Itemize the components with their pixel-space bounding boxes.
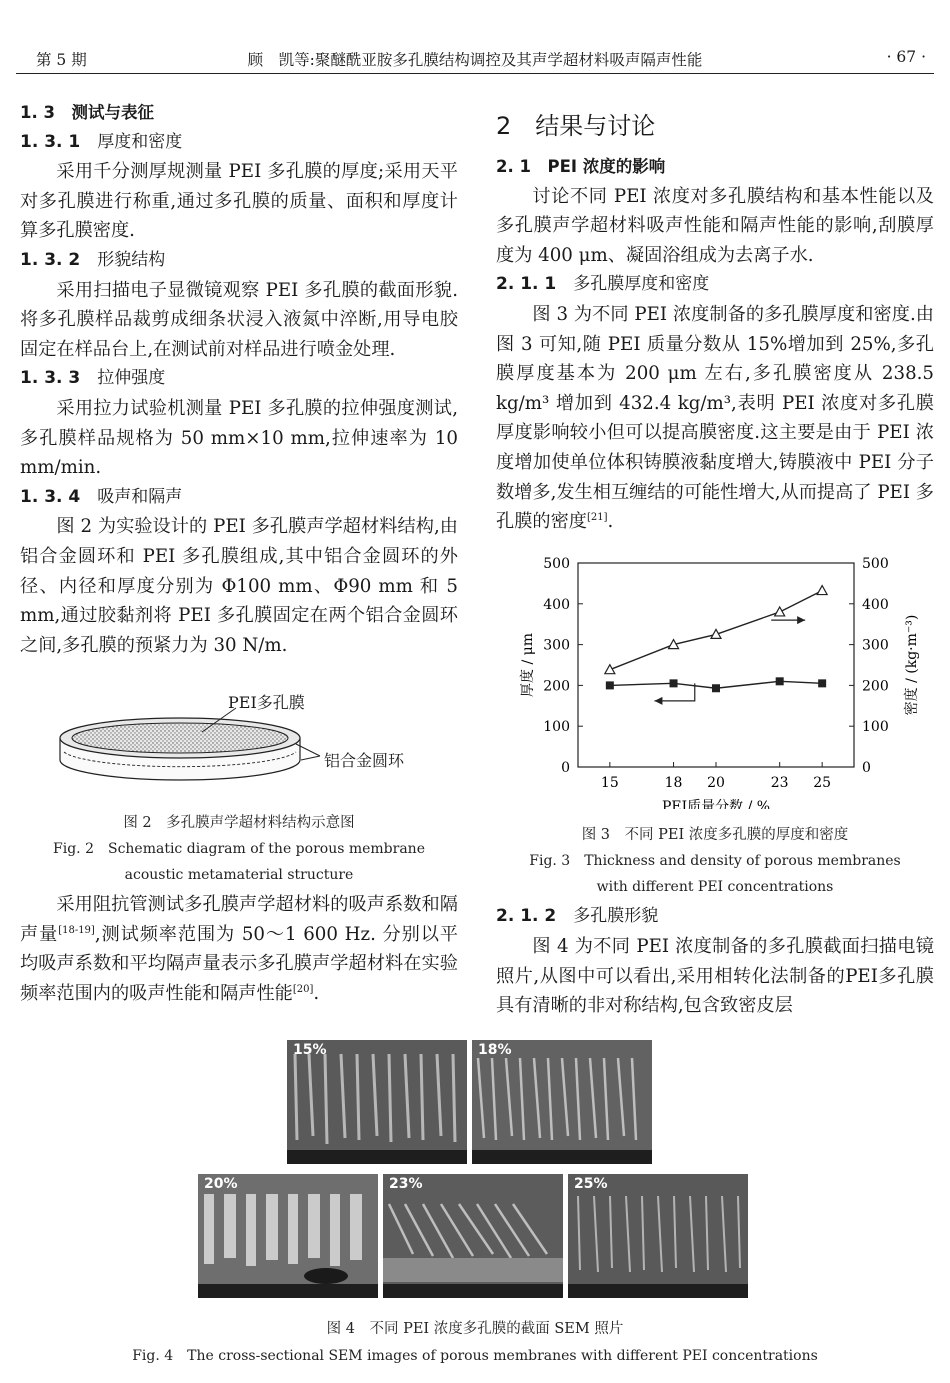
figure-2-caption-en: Fig. 2 Schematic diagram of the porous membrane acoustic metamaterial structure	[53, 841, 425, 884]
figure-4	[0, 1040, 950, 1300]
sem-texture	[472, 1040, 652, 1164]
issue-number: 第 5 期	[36, 51, 87, 69]
sem-info-bar	[198, 1284, 378, 1298]
section-title: 形貌结构	[97, 249, 166, 270]
section-2-1-1-heading	[496, 270, 934, 300]
data-point-密度	[817, 585, 827, 594]
sem-image	[472, 1040, 652, 1164]
paragraph: 图 3 为不同 PEI 浓度制备的多孔膜厚度和密度.由图 3 可知,随 PEI 质量分数从 15%增加到 25%,多孔膜厚度基本为 200 μm 左右,多孔膜密度从 238.5 kg/m³ 增加到 432.4 kg/m³,表明 PEI 浓度对多孔膜厚度影响较小但可以提高膜密度.这主要是由于 PEI 浓度增加使单位体积铸膜液黏度增大,铸膜液中 PEI 分子数增多,发生相互缠结的可能性增大,从而提高了 PEI 多孔膜的密度[21].	[496, 303, 934, 533]
data-point-厚度	[776, 677, 784, 685]
running-title: 顾 凯等:聚醚酰亚胺多孔膜结构调控及其声学超材料吸声隔声性能	[247, 51, 703, 69]
section-2-1-2-heading	[496, 902, 934, 932]
x-tick-label: 15	[600, 774, 619, 791]
data-point-厚度	[818, 679, 826, 687]
membrane-surface	[72, 723, 288, 753]
panel-label: 20%	[204, 1176, 238, 1192]
sem-info-bar	[383, 1284, 563, 1298]
paragraph: 讨论不同 PEI 浓度对多孔膜结构和基本性能以及多孔膜声学超材料吸声性能和隔声性能的影响,刮膜厚度为 400 μm、凝固浴组成为去离子水.	[496, 185, 934, 266]
section-number: 1. 3. 4	[20, 486, 81, 507]
section-1-3-heading: 1. 3 测试与表征	[20, 103, 154, 122]
panel-label: 25%	[574, 1176, 608, 1192]
figure-3	[496, 549, 934, 819]
panel-label: 18%	[478, 1042, 512, 1058]
section-number: 2. 1. 1	[496, 274, 557, 295]
x-tick-label: 23	[770, 774, 789, 791]
section-2-heading: 2 结果与讨论	[496, 112, 656, 140]
y-tick-label-right: 100	[862, 718, 889, 735]
density-axis-arrowhead	[797, 616, 805, 624]
header-rule	[16, 73, 934, 74]
plot-frame	[578, 563, 854, 767]
y-tick-label-left: 100	[543, 718, 570, 735]
thickness-axis-arrowhead	[654, 697, 662, 705]
section-number: 2. 1. 2	[496, 906, 557, 927]
x-tick-label: 18	[664, 774, 683, 791]
sem-info-bar	[568, 1284, 748, 1298]
y-tick-label-right: 200	[862, 678, 889, 695]
section-1-3-1-heading	[20, 128, 458, 158]
figure-2-caption-cn: 图 2 多孔膜声学超材料结构示意图	[123, 815, 355, 832]
section-title: 厚度和密度	[97, 131, 183, 152]
running-header	[16, 40, 934, 72]
section-1-3-4-heading	[20, 483, 458, 513]
data-point-厚度	[606, 681, 614, 689]
y-tick-label-right: 0	[862, 759, 871, 776]
panel-label: 23%	[389, 1176, 423, 1192]
section-title: 多孔膜厚度和密度	[573, 274, 710, 295]
section-number: 1. 3. 3	[20, 368, 81, 389]
citation: [18-19]	[58, 924, 95, 936]
x-tick-label: 20	[707, 774, 725, 791]
sem-image	[198, 1174, 378, 1298]
data-point-厚度	[712, 684, 720, 692]
left-column	[20, 98, 458, 1009]
figure-4-caption-cn: 图 4 不同 PEI 浓度多孔膜的截面 SEM 照片	[326, 1321, 624, 1337]
section-title: 多孔膜形貌	[573, 906, 659, 927]
data-point-密度	[605, 664, 615, 673]
panel-label: 15%	[293, 1042, 327, 1058]
paragraph: 采用千分测厚规测量 PEI 多孔膜的厚度;采用天平对多孔膜进行称重,通过多孔膜的质量、面积和厚度计算多孔膜密度.	[20, 161, 458, 242]
section-title: 吸声和隔声	[97, 486, 183, 507]
figure-4-caption-en: Fig. 4 The cross-sectional SEM images of porous membranes with different PEI concentrations	[132, 1348, 818, 1364]
section-title: 拉伸强度	[97, 368, 166, 389]
x-axis-label: PEI质量分数 / %	[661, 798, 771, 809]
y-tick-label-left: 0	[561, 759, 570, 776]
citation: [20]	[292, 984, 314, 995]
membrane-label: PEI多孔膜	[228, 693, 305, 713]
y-tick-label-left: 500	[543, 555, 570, 572]
right-column	[496, 98, 934, 1021]
y-tick-label-left: 400	[543, 596, 570, 613]
y-tick-label-right: 500	[862, 555, 889, 572]
y-axis-label-right: 密度 / (kg·m⁻³)	[904, 614, 920, 716]
y-tick-label-left: 300	[543, 637, 570, 654]
paragraph: 图 2 为实验设计的 PEI 多孔膜声学超材料结构,由铝合金圆环和 PEI 多孔膜组成,其中铝合金圆环的外径、内径和厚度分别为 Φ100 mm、Φ90 mm 和 5 mm,通过胶黏剂将 PEI 多孔膜固定在两个铝合金圆环之间,多孔膜的预紧力为 30 N/m.	[20, 516, 458, 656]
thickness-density-chart	[496, 549, 934, 809]
figure-3-caption-en: Fig. 3 Thickness and density of porous membranes with different PEI concentrations	[529, 853, 901, 896]
ring-label: 铝合金圆环	[324, 751, 405, 771]
sem-image	[568, 1174, 748, 1298]
sem-info-bar	[287, 1150, 467, 1164]
data-point-厚度	[670, 679, 678, 687]
sem-image	[287, 1040, 467, 1164]
section-number: 1. 3. 1	[20, 131, 81, 152]
paragraph: 图 4 为不同 PEI 浓度制备的多孔膜截面扫描电镜照片,从图中可以看出,采用相转化法制备的PEI多孔膜具有清晰的非对称结构,包含致密皮层	[496, 935, 934, 1017]
y-tick-label-right: 300	[862, 637, 889, 654]
sem-texture	[383, 1174, 563, 1298]
section-number: 1. 3. 2	[20, 249, 81, 270]
sem-image	[383, 1174, 563, 1298]
sem-texture	[198, 1174, 378, 1298]
section-1-3-2-heading	[20, 246, 458, 276]
figure-3-caption-cn: 图 3 不同 PEI 浓度多孔膜的厚度和密度	[581, 827, 849, 844]
paragraph: 采用扫描电子显微镜观察 PEI 多孔膜的截面形貌.将多孔膜样品裁剪成细条状浸入液氮中淬断,用导电胶固定在样品台上,在测试前对样品进行喷金处理.	[20, 279, 458, 360]
sem-info-bar	[472, 1150, 652, 1164]
paragraph: 采用阻抗管测试多孔膜声学超材料的吸声系数和隔声量[18-19],测试频率范围为 50～1 600 Hz. 分别以平均吸声系数和平均隔声量表示多孔膜声学超材料在实验频率范围内的吸声性能和隔声性能[20].	[20, 894, 458, 1005]
sem-texture	[568, 1174, 748, 1298]
sem-texture	[287, 1040, 467, 1164]
citation: [21]	[586, 512, 608, 524]
y-tick-label-left: 200	[543, 678, 570, 695]
section-1-3-3-heading	[20, 364, 458, 394]
figure-2	[20, 682, 458, 804]
page-number: · 67 ·	[886, 48, 926, 66]
y-tick-label-right: 400	[862, 596, 889, 613]
y-axis-label-left: 厚度 / μm	[520, 632, 536, 697]
section-2-1-heading: 2. 1 PEI 浓度的影响	[496, 157, 666, 176]
x-tick-label: 25	[813, 774, 832, 791]
data-point-密度	[775, 607, 785, 616]
paragraph: 采用拉力试验机测量 PEI 多孔膜的拉伸强度测试,多孔膜样品规格为 50 mm×10 mm,拉伸速率为 10 mm/min.	[20, 397, 458, 479]
